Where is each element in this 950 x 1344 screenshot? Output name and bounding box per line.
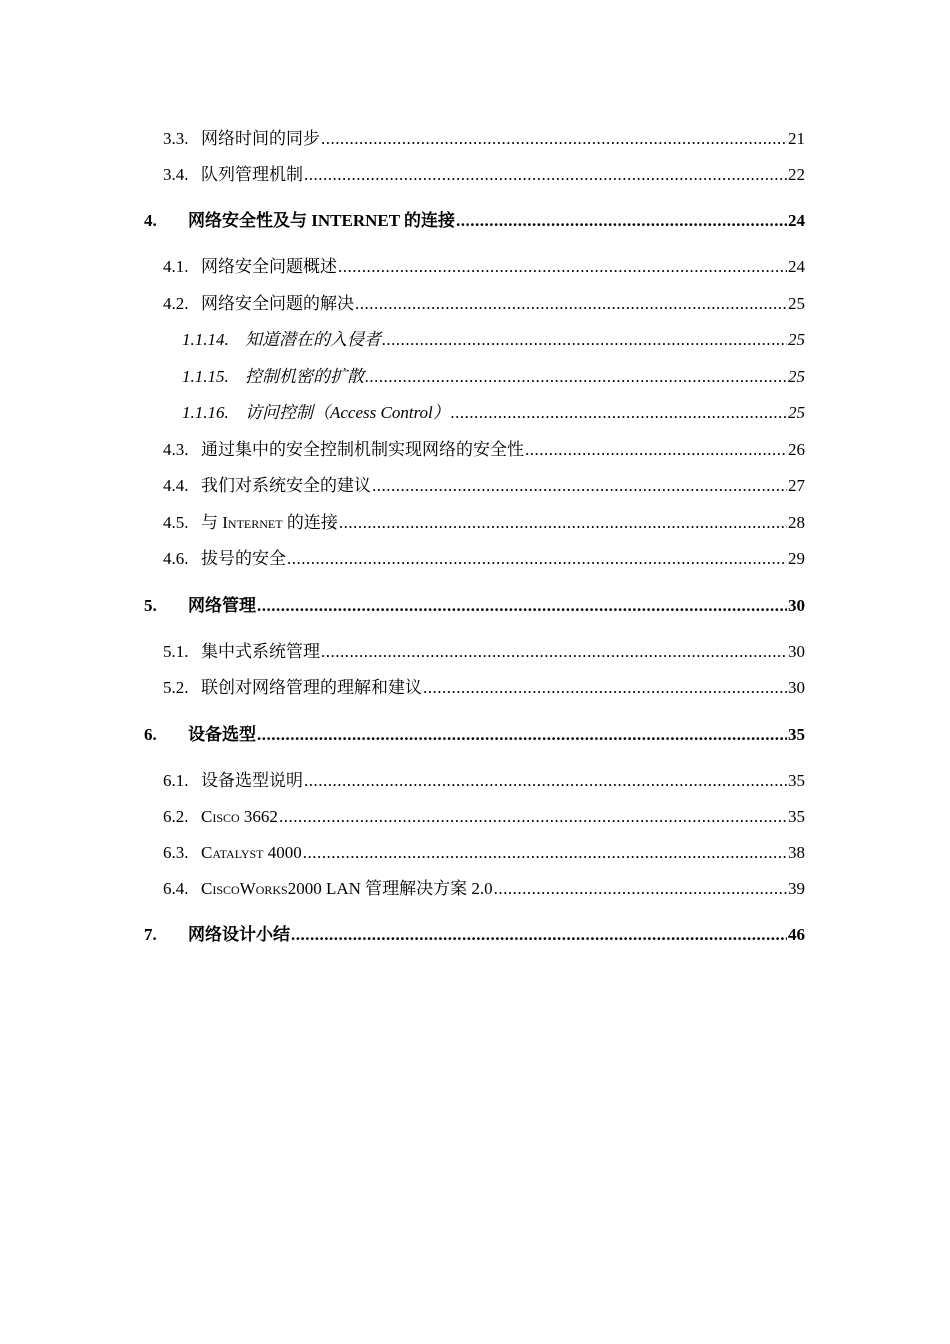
toc-entry-page: 39 [788, 879, 805, 898]
toc-dot-leader [423, 677, 787, 699]
toc-entry-number: 6.1. [163, 771, 189, 790]
toc-entry-number: 6.3. [163, 843, 189, 862]
toc-entry-page: 24 [788, 211, 805, 230]
toc-entry-number: 4.1. [163, 257, 189, 276]
toc-dot-leader [494, 878, 787, 900]
toc-entry-title: 网络安全问题概述 [201, 257, 337, 276]
toc-entry[interactable] [0, 471, 805, 497]
toc-entry-number: 4.5. [163, 513, 189, 532]
toc-entry-title: 通过集中的安全控制机制实现网络的安全性 [201, 440, 524, 459]
toc-entry-page: 22 [788, 165, 805, 184]
toc-dot-leader [287, 548, 787, 570]
toc-entry-number: 6.2. [163, 807, 189, 826]
toc-subsection-entry[interactable] [0, 398, 805, 424]
toc-entry-title: 知道潜在的入侵者 [245, 330, 381, 349]
toc-entry-number: 1.1.15. [182, 367, 229, 386]
toc-entry[interactable] [0, 766, 805, 792]
toc-entry-number: 4.4. [163, 476, 189, 495]
toc-entry-page: 21 [788, 129, 805, 148]
toc-dot-leader [525, 439, 787, 461]
toc-entry-title: 网络管理 [188, 596, 256, 615]
toc-entry-number: 3.4. [163, 165, 189, 184]
toc-dot-leader [365, 366, 787, 388]
toc-dot-leader [382, 329, 787, 351]
toc-entry-title: 网络设计小结 [188, 925, 290, 944]
toc-entry[interactable] [0, 124, 805, 150]
toc-chapter-entry[interactable] [0, 920, 805, 946]
toc-entry-title: 设备选型 [188, 725, 256, 744]
toc-entry-number: 6. [144, 725, 157, 744]
toc-chapter-entry[interactable] [0, 591, 805, 617]
toc-entry-title: 设备选型说明 [201, 771, 303, 790]
toc-chapter-entry[interactable] [0, 720, 805, 746]
toc-dot-leader [303, 842, 787, 864]
toc-entry-title: 网络安全性及与 INTERNET 的连接 [188, 211, 455, 230]
toc-subsection-entry[interactable] [0, 362, 805, 388]
toc-entry[interactable] [0, 673, 805, 699]
toc-entry-page: 38 [788, 843, 805, 862]
toc-entry-page: 24 [788, 257, 805, 276]
toc-entry-page: 30 [788, 678, 805, 697]
toc-entry[interactable] [0, 802, 805, 828]
toc-entry-page: 28 [788, 513, 805, 532]
toc-dot-leader [291, 924, 787, 946]
toc-entry-number: 4. [144, 211, 157, 230]
toc-entry-title: 我们对系统安全的建议 [201, 476, 371, 495]
toc-entry-number: 7. [144, 925, 157, 944]
toc-entry-number: 5. [144, 596, 157, 615]
toc-entry[interactable] [0, 637, 805, 663]
toc-dot-leader [257, 595, 787, 617]
toc-entry-page: 30 [788, 596, 805, 615]
toc-entry-page: 25 [788, 403, 805, 422]
toc-entry-page: 35 [788, 807, 805, 826]
toc-entry-page: 25 [788, 330, 805, 349]
toc-entry[interactable] [0, 252, 805, 278]
toc-subsection-entry[interactable] [0, 325, 805, 351]
toc-chapter-entry[interactable] [0, 206, 805, 232]
toc-dot-leader [372, 475, 787, 497]
toc-entry-title: 联创对网络管理的理解和建议 [201, 678, 422, 697]
toc-dot-leader [451, 402, 787, 424]
toc-entry-page: 25 [788, 294, 805, 313]
toc-entry[interactable] [0, 874, 805, 900]
toc-entry[interactable] [0, 289, 805, 315]
toc-entry-title: 与 Internet 的连接 [201, 513, 338, 532]
toc-dot-leader [304, 770, 787, 792]
toc-entry-title: 拔号的安全 [201, 549, 286, 568]
toc-entry-number: 1.1.16. [182, 403, 229, 422]
toc-entry-page: 30 [788, 642, 805, 661]
toc-entry-number: 3.3. [163, 129, 189, 148]
toc-dot-leader [321, 641, 787, 663]
toc-entry-title: 网络时间的同步 [201, 129, 320, 148]
toc-entry-title: 控制机密的扩散 [245, 367, 364, 386]
toc-entry[interactable] [0, 544, 805, 570]
toc-dot-leader [339, 512, 787, 534]
toc-entry-page: 46 [788, 925, 805, 944]
toc-entry-number: 4.3. [163, 440, 189, 459]
toc-entry-number: 5.2. [163, 678, 189, 697]
toc-dot-leader [338, 256, 787, 278]
toc-entry-title: Catalyst 4000 [201, 843, 302, 862]
toc-entry-title: 集中式系统管理 [201, 642, 320, 661]
toc-dot-leader [321, 128, 787, 150]
toc-entry-page: 35 [788, 771, 805, 790]
toc-entry-title: 访问控制（Access Control） [245, 403, 450, 422]
toc-entry-number: 6.4. [163, 879, 189, 898]
toc-entry[interactable] [0, 508, 805, 534]
toc-dot-leader [279, 806, 787, 828]
toc-dot-leader [304, 164, 787, 186]
toc-dot-leader [456, 210, 787, 232]
toc-entry-number: 4.6. [163, 549, 189, 568]
toc-entry[interactable] [0, 160, 805, 186]
toc-entry[interactable] [0, 838, 805, 864]
toc-entry-title: 网络安全问题的解决 [201, 294, 354, 313]
toc-entry-page: 27 [788, 476, 805, 495]
toc-entry-page: 26 [788, 440, 805, 459]
toc-entry-title: 队列管理机制 [201, 165, 303, 184]
toc-dot-leader [257, 724, 787, 746]
toc-entry-page: 35 [788, 725, 805, 744]
toc-entry-number: 4.2. [163, 294, 189, 313]
toc-entry-number: 1.1.14. [182, 330, 229, 349]
toc-entry-page: 25 [788, 367, 805, 386]
toc-entry-page: 29 [788, 549, 805, 568]
toc-entry-number: 5.1. [163, 642, 189, 661]
toc-entry-title: Cisco 3662 [201, 807, 278, 826]
toc-dot-leader [355, 293, 787, 315]
toc-entry-title: CiscoWorks2000 LAN 管理解决方案 2.0 [201, 879, 493, 898]
toc-entry[interactable] [0, 435, 805, 461]
